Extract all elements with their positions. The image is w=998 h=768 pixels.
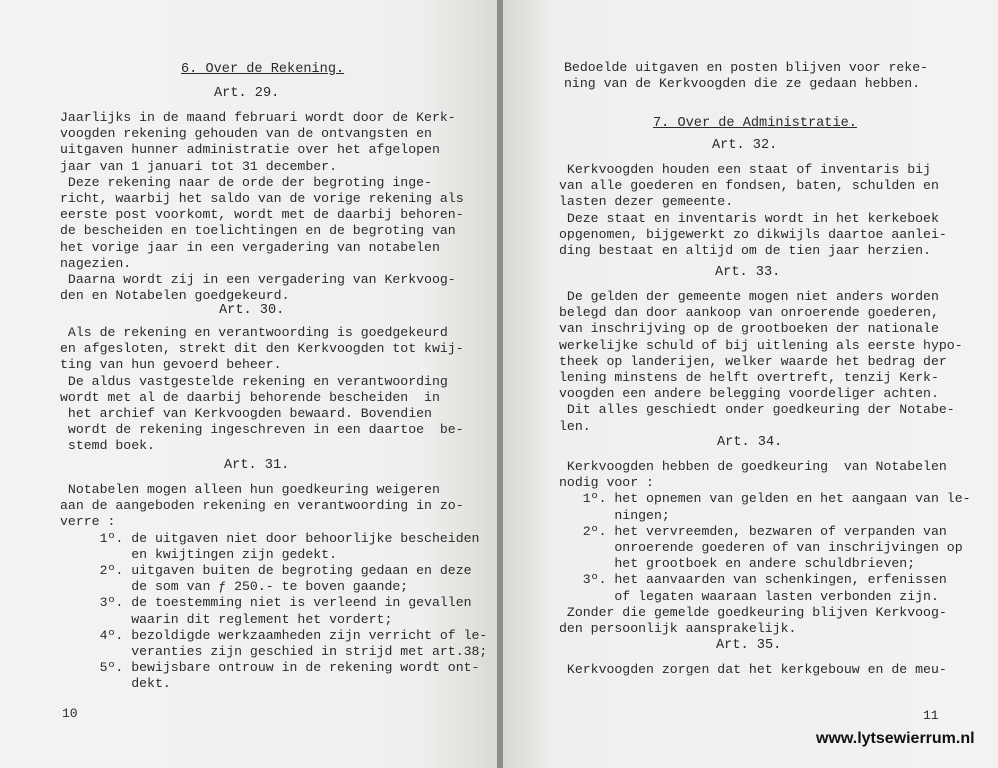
article-35-text: Kerkvoogden zorgen dat het kerkgebouw en de meu- bbox=[559, 662, 947, 677]
article-33-text: De gelden der gemeente mogen niet anders worden belegd dan door aankoop van onroerende goederen, van inschrijving op de grootboeken der nationale werkelijke schuld of bij uitlening als eerste hypo- theek op landerijen, welker waarde het bedrag der lening minstens de helft overtreft, tenzij Kerk- voogden een andere belegging voordeliger achten. Dit alles geschiedt onder goedkeuring der Notabe- len. bbox=[559, 289, 963, 434]
article-30-text: Als de rekening en verantwoording is goedgekeurd en afgesloten, strekt dit den Kerkvoogden tot kwij- ting van hun gevoerd beheer. De aldus vastgestelde rekening en verantwoording wordt met al de daarbij behorende bescheiden in het archief van Kerkvoogden bewaard. Bovendien wordt de rekening ingeschreven in een daartoe be- stemd boek. bbox=[60, 325, 464, 454]
article-30-heading: Art. 30. bbox=[219, 303, 285, 318]
article-34-heading: Art. 34. bbox=[717, 435, 783, 450]
article-32-heading: Art. 32. bbox=[712, 138, 778, 153]
article-31-text: Notabelen mogen alleen hun goedkeuring weigeren aan de aangeboden rekening en verantwoording in zo- verre : 1º. de uitgaven niet door behoorlijke bescheiden en kwijtingen zijn gedekt. 2º. uitgaven buiten de begroting gedaan en deze de som van ƒ 250.- te boven gaande; 3º. de toestemming niet is verleend in gevallen waarin dit reglement het vordert; 4º. bezoldigde werkzaamheden zijn verricht of le- veranties zijn geschied in strijd met art.38; 5º. bewijsbare ontrouw in de rekening wordt ont- dekt. bbox=[60, 482, 488, 692]
section-title-7: 7. Over de Administratie. bbox=[653, 116, 857, 131]
article-35-heading: Art. 35. bbox=[716, 638, 782, 653]
article-32-text: Kerkvoogden houden een staat of inventaris bij van alle goederen en fondsen, baten, schulden en lasten dezer gemeente. Deze staat en inventaris wordt in het kerkeboek opgenomen, bijgewerkt zo dikwijls daartoe aanlei- ding bestaat en altijd om de tien jaar herzien. bbox=[559, 162, 947, 259]
page-number-left: 10 bbox=[62, 706, 78, 721]
section-title-6: 6. Over de Rekening. bbox=[181, 62, 345, 77]
article-29-heading: Art. 29. bbox=[214, 86, 280, 101]
article-31-heading: Art. 31. bbox=[224, 458, 290, 473]
right-page bbox=[503, 0, 998, 768]
intro-text: Bedoelde uitgaven en posten blijven voor reke- ning van de Kerkvoogden die ze gedaan hebben. bbox=[564, 60, 929, 92]
article-29-text: Jaarlijks in de maand februari wordt door de Kerk- voogden rekening gehouden van de ontvangsten en uitgaven hunner administratie over het afgelopen jaar van 1 januari tot 31 december. Deze rekening naar de orde der begroting inge- richt, waarbij het saldo van de vorige rekening als eerste post voorkomt, wordt met de daarbij behoren- de bescheiden en toelichtingen en de begroting van het vorige jaar in een vergadering van notabelen nagezien. Daarna wordt zij in een vergadering van Kerkvoog- den en Notabelen goedgekeurd. bbox=[60, 110, 464, 304]
left-page bbox=[0, 0, 497, 768]
article-34-text: Kerkvoogden hebben de goedkeuring van Notabelen nodig voor : 1º. het opnemen van gelden en het aangaan van le- ningen; 2º. het vervreemden, bezwaren of verpanden van onroerende goederen of van inschrijvingen op het grootboek en andere schuldbrieven; 3º. het aanvaarden van schenkingen, erfenissen of legaten waaraan lasten verbonden zijn. Zonder die gemelde goedkeuring blijven Kerkvoog- den persoonlijk aansprakelijk. bbox=[559, 459, 971, 637]
article-33-heading: Art. 33. bbox=[715, 265, 781, 280]
page-number-right: 11 bbox=[923, 708, 939, 723]
website-watermark: www.lytsewierrum.nl bbox=[816, 730, 975, 747]
